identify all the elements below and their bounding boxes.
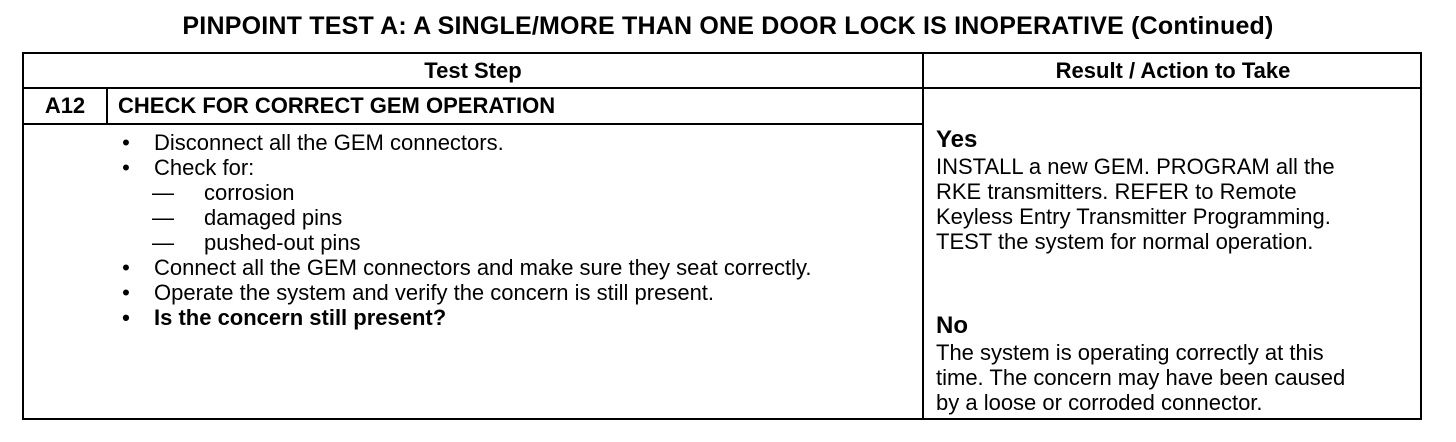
- bullet-mark: •: [122, 280, 130, 305]
- result-line: Keyless Entry Transmitter Programming.: [936, 204, 1331, 229]
- dash-mark: —: [152, 180, 174, 205]
- column-header-result: Result / Action to Take: [1055, 58, 1291, 83]
- check-subitem-text: corrosion: [204, 180, 295, 205]
- result-no-label: No: [936, 312, 968, 339]
- step-title-divider: [24, 123, 922, 125]
- column-divider: [922, 54, 924, 418]
- result-line: RKE transmitters. REFER to Remote: [936, 179, 1297, 204]
- instruction-text: Check for:: [154, 155, 255, 180]
- check-subitem: [114, 230, 914, 255]
- step-title: CHECK FOR CORRECT GEM OPERATION: [118, 93, 556, 118]
- question-item: [114, 305, 914, 330]
- bullet-mark: •: [122, 130, 130, 155]
- instruction-item: [114, 255, 914, 280]
- check-subitem: [114, 180, 914, 205]
- page-title: PINPOINT TEST A: A SINGLE/MORE THAN ONE DOOR LOCK IS INOPERATIVE (Continued): [182, 12, 1274, 40]
- step-id-divider: [106, 89, 108, 123]
- bullet-mark: •: [122, 155, 130, 180]
- result-line: TEST the system for normal operation.: [936, 229, 1314, 254]
- instruction-text: Connect all the GEM connectors and make sure they seat correctly.: [154, 255, 812, 280]
- pinpoint-test-table: [22, 52, 1422, 420]
- result-line: time. The concern may have been caused: [936, 365, 1346, 390]
- result-line: The system is operating correctly at this: [936, 340, 1324, 365]
- step-id: A12: [44, 93, 86, 118]
- check-subitem-text: pushed-out pins: [204, 230, 361, 255]
- instruction-item: [114, 155, 914, 180]
- result-no: [936, 314, 1422, 415]
- dash-mark: —: [152, 205, 174, 230]
- dash-mark: —: [152, 230, 174, 255]
- column-header-test-step: Test Step: [424, 58, 522, 83]
- instruction-text: Operate the system and verify the concern is still present.: [154, 280, 715, 305]
- result-no-action: [936, 340, 1422, 415]
- instruction-item: [114, 280, 914, 305]
- result-line: by a loose or corroded connector.: [936, 390, 1263, 415]
- result-yes: [936, 128, 1422, 254]
- result-yes-action: [936, 154, 1422, 254]
- check-subitem-text: damaged pins: [204, 205, 343, 230]
- bullet-mark: •: [122, 255, 130, 280]
- instruction-text: Disconnect all the GEM connectors.: [154, 130, 504, 155]
- bullet-mark: •: [122, 305, 130, 330]
- instruction-item: [114, 130, 914, 155]
- result-yes-label: Yes: [936, 126, 978, 153]
- question-text: Is the concern still present?: [154, 305, 447, 330]
- check-subitem: [114, 205, 914, 230]
- step-instructions: [114, 130, 914, 330]
- result-line: INSTALL a new GEM. PROGRAM all the: [936, 154, 1335, 179]
